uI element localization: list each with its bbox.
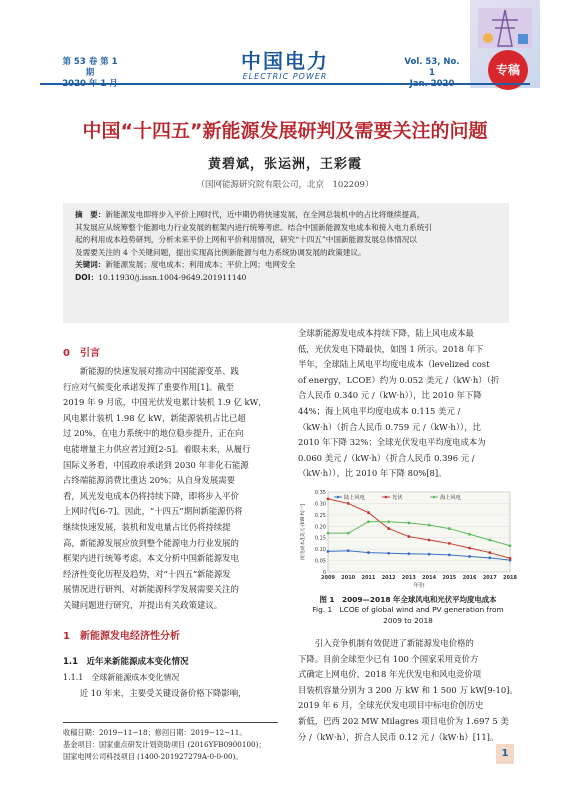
data-point <box>367 511 370 514</box>
volume-issue-en: Vol. 53, No. 1 <box>404 57 460 78</box>
text-line: 全球新能源发电成本持续下降，陆上风电成本最 <box>298 328 474 338</box>
section-heading-economics: 1 新能源发电经济性分析 <box>63 631 180 642</box>
y-tick-label: 0.10 <box>314 547 326 554</box>
abstract-line: 及需要关注的 4 个关键问题，提出实现高比例新能源与电力系统协调发展的政策建议。 <box>75 247 366 257</box>
y-tick-label: 0.35 <box>314 490 326 496</box>
text-line: 关键问题进行研究，并提出有关政策建议。 <box>63 599 223 610</box>
fund-line: 基金项目：国家重点研发计划资助项目 (2016YFB0900100)； <box>63 740 266 749</box>
y-tick-label: 0.25 <box>314 512 326 519</box>
x-tick-label: 2014 <box>422 575 437 581</box>
text-line: 2010 年下降 32%；全球光伏发电平均度电成本为 <box>298 437 486 448</box>
abstract-label: 摘 要： <box>75 210 106 219</box>
journal-logo <box>215 50 355 81</box>
data-point <box>407 535 410 538</box>
intro-paragraph <box>63 364 295 614</box>
x-tick-label: 2018 <box>503 575 517 581</box>
doi-label: DOI： <box>75 272 99 282</box>
special-article-badge <box>470 0 540 88</box>
data-point <box>347 502 350 505</box>
legend-label: 陆上风电 <box>344 495 365 501</box>
data-point <box>428 539 431 542</box>
legend-label: 光伏 <box>392 495 403 501</box>
text-line: 过 20%，在电力系统中的地位稳步提升，正在向 <box>63 428 244 439</box>
text-line: 合人民币 0.340 元 /（kW·h）），比 2010 年下降 <box>298 390 482 401</box>
y-tick-label: 0.05 <box>314 558 326 565</box>
text-line: 框架内进行统筹考虑。本文分析中国新能源发电 <box>63 553 239 564</box>
text-line: 目装机容量分别为 3 200 万 kW 和 1 500 万 kW[9-10]。 <box>298 684 518 695</box>
text-line: 新能源的快速发展对推动中国能源变革、践 <box>63 366 239 376</box>
received-date: 收稿日期：2019−11−18；修回日期：2019−12−11。 <box>63 728 247 737</box>
text-line: 风电累计装机 1.98 亿 kW，新能源装机占比已超 <box>63 412 246 423</box>
data-point <box>327 497 330 500</box>
text-line: of energy，LCOE）约为 0.052 美元 /（kW·h）（折 <box>298 374 500 385</box>
text-line: 44%；海上风电平均度电成本 0.115 美元 / <box>298 405 461 416</box>
footnote <box>63 727 293 763</box>
section-heading-introduction: 0 引言 <box>63 348 100 359</box>
x-tick-label: 2012 <box>381 575 396 581</box>
x-axis-label: 年份 <box>413 583 425 589</box>
journal-name-cn: 中国电力 <box>241 49 329 73</box>
text-line: 新低，巴西 202 MW Milagres 项目电价为 1.697 5 美 <box>298 715 509 726</box>
footnote-divider <box>63 722 278 723</box>
figure-caption-cn: 图 1 2009—2018 年全球风电和光伏平均度电成本 <box>319 595 497 604</box>
data-point <box>488 556 491 559</box>
author-affiliation: （国网能源研究院有限公司，北京 102209） <box>196 180 374 190</box>
x-tick-label: 2015 <box>442 575 457 581</box>
data-point <box>509 544 512 547</box>
data-point <box>448 542 451 545</box>
y-tick-label: 0 <box>322 570 326 576</box>
data-point <box>448 553 451 556</box>
journal-name-en: ELECTRIC POWER <box>242 72 328 81</box>
data-point <box>468 533 471 536</box>
paper-authors: 黄碧斌，张运洲，王彩霞 <box>207 157 362 172</box>
data-point <box>387 520 390 523</box>
power-tower-icon <box>478 8 532 48</box>
cost-paragraph <box>298 326 520 482</box>
data-point <box>468 555 471 558</box>
data-point <box>387 527 390 530</box>
figure-caption-en-line: Fig. 1 LCOE of global wind and PV generation from <box>312 605 504 614</box>
legend-marker <box>433 496 436 499</box>
text-line: 下降。目前全球至少已有 100 个国家采用竞价方 <box>298 653 479 664</box>
data-point <box>327 532 330 535</box>
economics-paragraph <box>63 686 295 702</box>
y-tick-label: 0.20 <box>314 524 326 531</box>
doi-link[interactable]: 10.11930/j.issn.1004-9649.201911140 <box>98 272 247 282</box>
data-point <box>407 552 410 555</box>
data-point <box>387 552 390 555</box>
volume-info-en <box>402 57 462 90</box>
text-line: （kW·h）（折合人民币 0.759 元 /（kW·h）），比 <box>298 421 481 432</box>
data-point <box>509 557 512 560</box>
text-line: 继续快速发展，装机和发电量占比仍将持续提 <box>63 521 231 532</box>
text-line: 电能增量主力供应者过渡[2-5]。着眼未来，从履行 <box>63 443 251 454</box>
data-point <box>428 553 431 556</box>
data-point <box>347 532 350 535</box>
text-line: （kW·h）），比 2010 年下降 80%[8]。 <box>298 468 447 479</box>
text-line: 分 /（kW·h），折合人民币 0.12 元 /（kW·h）[11]。 <box>298 731 499 742</box>
paper-title: 中国“十四五”新能源发展研判及需要关注的问题 <box>82 120 488 142</box>
text-line: 上网时代[6-7]。因此，“十四五”期间新能源仍将 <box>63 506 243 517</box>
legend-label: 海上风电 <box>440 495 461 501</box>
x-tick-label: 2017 <box>482 575 497 581</box>
y-tick-label: 0.15 <box>314 535 326 542</box>
x-tick-label: 2010 <box>341 575 356 581</box>
keywords-label: 关键词： <box>75 260 106 269</box>
text-line: 行应对气候变化承诺发挥了重要作用[1]。截至 <box>63 381 234 392</box>
data-point <box>407 521 410 524</box>
text-line: 0.060 美元 /（kW·h）（折合人民币 0.396 元 / <box>298 452 475 463</box>
volume-info-cn <box>60 57 120 90</box>
keywords-text: 新能源发展；度电成本；利用成本；平价上网；电网安全 <box>105 260 296 269</box>
legend-marker <box>337 496 340 499</box>
data-point <box>468 547 471 550</box>
y-tick-label: 0.30 <box>314 501 326 508</box>
x-tick-label: 2016 <box>462 575 477 581</box>
page-number: 1 <box>496 744 514 764</box>
abstract-line <box>75 209 497 222</box>
text-line: 半年，全球陆上风电平均度电成本（levelized cost <box>298 359 490 370</box>
text-line: 看，风光发电成本仍将持续下降，即将步入平价 <box>63 490 239 501</box>
subsection-heading-1-1: 1.1 近年来新能源成本变化情况 <box>63 657 189 667</box>
plot-area <box>328 492 510 572</box>
abstract-line: 起的利用成本趋势研判，分析未来平价上网和平价利用情况，研究“十四五”中国新能源发展总体情况以 <box>75 235 417 244</box>
figure-caption-en <box>298 605 518 626</box>
x-tick-label: 2009 <box>321 575 335 581</box>
figure-caption-en-line: 2009 to 2018 <box>383 615 433 625</box>
text-line: 占终端能源消费比重达 20%；从自身发展需要 <box>63 475 236 486</box>
data-point <box>488 551 491 554</box>
lcoe-line-chart <box>298 480 518 594</box>
text-line: 近 10 年来，主要受关键设备价格下降影响， <box>63 688 247 698</box>
text-line: 2019 年 6 月，全球光伏发电项目中标电价创历史 <box>298 700 484 711</box>
header-divider <box>40 83 530 85</box>
text-line: 引入竞争机制有效促进了新能源发电价格的 <box>298 638 474 648</box>
keywords-line <box>75 259 497 272</box>
text-line: 展情况进行研判，对新能源科学发展需要关注的 <box>63 584 239 595</box>
data-point <box>448 527 451 530</box>
competition-paragraph <box>298 636 520 745</box>
text-line: 经济性变化历程及趋势，对“十四五”新能源发 <box>63 568 231 579</box>
badge-label: 专稿 <box>488 50 528 90</box>
data-point <box>488 539 491 542</box>
text-line: 国际义务看，中国政府承诺到 2030 年非化石能源 <box>63 459 249 470</box>
abstract-box <box>63 203 509 323</box>
data-point <box>367 520 370 523</box>
text-line: 式确定上网电价，2018 年光伏发电和风电竞价项 <box>298 669 482 680</box>
legend-marker <box>385 496 388 499</box>
x-tick-label: 2011 <box>361 575 376 581</box>
doi-line <box>75 272 497 285</box>
subsubsection-heading-1-1-1: 1.1.1 全球新能源成本变化情况 <box>63 673 180 682</box>
abstract-text: 新能源发电即将步入平价上网时代，近中期仍将快速发展，在全网总装机中的占比将继续提高， <box>105 210 425 219</box>
fund-line: 国家电网公司科技项目 (1400-201927279A-0-0-00)。 <box>63 752 243 761</box>
data-point <box>367 551 370 554</box>
data-point <box>347 549 350 552</box>
abstract-line: 其发展应从统筹整个能源电力行业发展的框架内进行统筹考虑。结合中国新能源发电成本和接入电力系统引 <box>75 222 432 232</box>
text-line: 低，光伏发电下降最快，如图 1 所示。2018 年下 <box>298 343 484 354</box>
text-line: 2019 年 9 月底，中国光伏发电累计装机 1.9 亿 kW， <box>63 397 267 408</box>
text-line: 高，新能源发展应放到整个能源电力行业发展的 <box>63 537 239 548</box>
data-point <box>428 524 431 527</box>
data-point <box>327 550 330 553</box>
volume-issue-cn: 第 53 卷 第 1 期 <box>62 57 118 78</box>
y-axis-label: 度电成本/[美元·(kW·h)⁻¹] <box>301 504 306 560</box>
journal-header <box>0 0 570 92</box>
x-tick-label: 2013 <box>401 575 416 581</box>
